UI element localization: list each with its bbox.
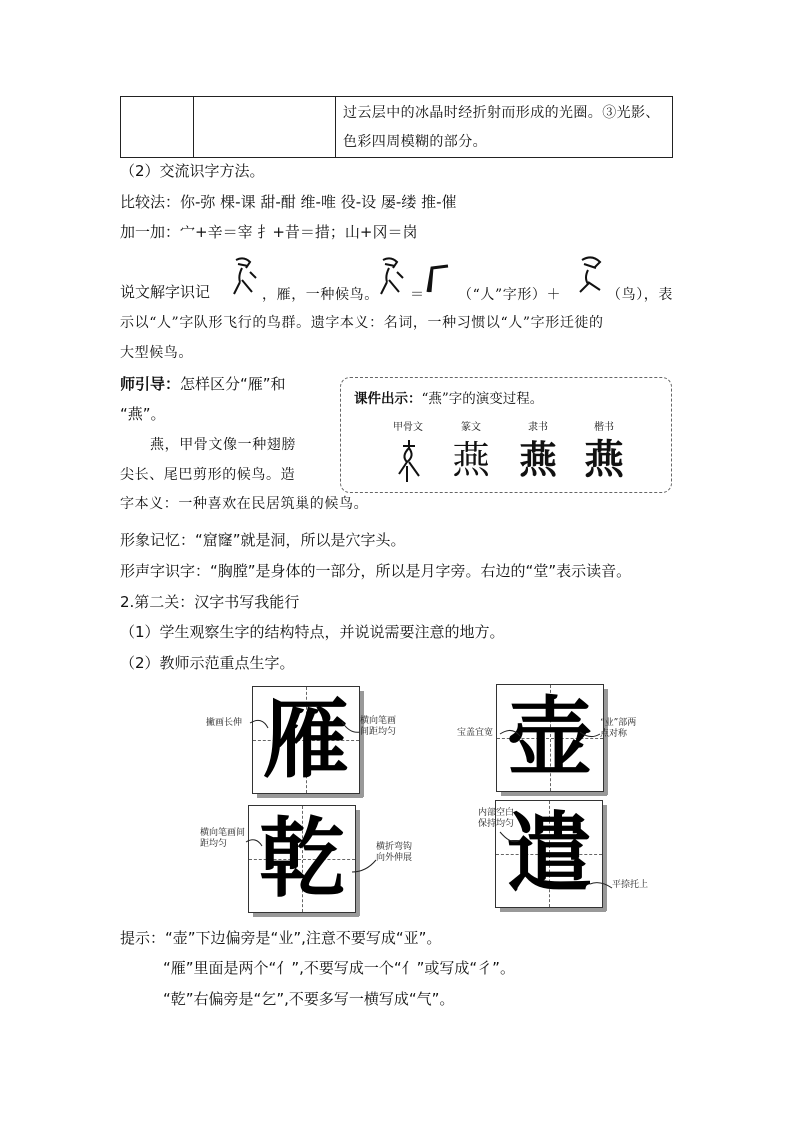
ancient-niao-glyph-icon: [572, 254, 606, 296]
practice-char-qian: 乾: [259, 808, 345, 909]
image-memory-method: 形象记忆：“窟窿”就是洞，所以是穴字头。: [120, 531, 406, 549]
teacher-question-text: 怎样区分“雁”和: [180, 375, 286, 393]
note-pie-long: 撇画长伸: [206, 718, 243, 728]
note-spacing-yan: 横向笔画间距均匀: [360, 716, 397, 737]
teacher-question: [120, 374, 286, 394]
shuowen-text-5: 示以“人”字队形飞行的鸟群。遗字本义：名词，一种习惯以“人”字形迁徙的: [120, 315, 604, 331]
note-ye-symmetric: “业”部两点对称: [600, 718, 637, 739]
note-baogai: 宝盖宜宽: [457, 728, 494, 738]
ancient-yan-glyph-icon: [228, 256, 260, 298]
practice-char-qian2: 遣: [506, 803, 592, 904]
table-column-divider: [193, 97, 194, 157]
note-flat-na: 平捺托上: [612, 880, 649, 890]
section-heading-exchange: （2）交流识字方法。: [120, 162, 265, 180]
note-inner-space: 内部空白保持均匀: [478, 808, 515, 829]
callout-heading: [354, 387, 543, 407]
note-spacing-qian: 横向笔画间距均匀: [200, 828, 246, 849]
tip-yan: “雁”里面是两个“亻”,不要写成一个“亻”或写成“彳”。: [163, 959, 515, 977]
practice-char-hu: 壶: [507, 687, 593, 788]
shuowen-text-4: （鸟），表: [607, 287, 673, 303]
practice-char-yan: 雁: [263, 689, 349, 790]
script-name-clerical: 隶书: [528, 422, 548, 433]
courseware-callout: [340, 377, 672, 493]
script-name-regular: 楷书: [594, 422, 614, 433]
callout-text: “燕”字的演变过程。: [421, 391, 544, 407]
table-column-divider: [335, 97, 336, 157]
clerical-yan-glyph: 燕: [518, 437, 557, 482]
level-two-heading: 2.第二关：汉字书写我能行: [120, 593, 300, 611]
yan-explanation-1: 燕，甲骨文像一种翅膀: [150, 437, 296, 453]
practice-box-qian: [248, 805, 356, 913]
shuowen-text-6: 大型候鸟。: [120, 345, 193, 361]
callout-label: 课件出示：: [354, 391, 422, 407]
ancient-ren-glyph-icon: [424, 262, 452, 298]
shuowen-equals: ＝: [410, 287, 425, 303]
seal-yan-glyph: 燕: [451, 438, 490, 482]
teacher-question-label: 师引导：: [120, 375, 181, 393]
script-name-seal: 篆文: [461, 422, 481, 433]
tip-hu: 提示：“壶”下边偏旁是“业”,注意不要写成“亚”。: [120, 929, 442, 947]
practice-box-hu: [496, 684, 604, 792]
observe-structure: （1）学生观察生字的结构特点，并说说需要注意的地方。: [120, 623, 505, 641]
teacher-demo: （2）教师示范重点生字。: [120, 654, 295, 672]
shuowen-text-1: ，雁，一种候鸟。: [262, 287, 379, 303]
teacher-question-cont: “燕”。: [120, 405, 166, 423]
yan-explanation-2: 尖长、尾巴剪形的候鸟。造: [120, 467, 296, 483]
tip-qian: “乾”右偏旁是“乞”,不要多写一横写成“气”。: [163, 990, 455, 1008]
comparison-method: 比较法：你-弥 棵-课 甜-酣 维-唯 役-设 屡-缕 推-催: [120, 193, 457, 211]
yan-explanation-3: 字本义：一种喜欢在民居筑巢的候鸟。: [120, 496, 369, 512]
oracle-yan-glyph-icon: [393, 438, 425, 484]
regular-yan-glyph: 燕: [584, 436, 624, 483]
addition-method: 加一加：宀+辛＝宰 扌+昔＝措；山+冈＝岗: [120, 223, 418, 241]
phonetic-method: 形声字识字：“胸膛”是身体的一部分，所以是月字旁。右边的“堂”表示读音。: [120, 562, 632, 580]
definition-table: [120, 96, 673, 158]
shuowen-text-3: （“人”字形）＋: [458, 287, 562, 303]
note-hook-extend: 横折弯钩向外伸展: [376, 842, 413, 863]
table-cell-text: 过云层中的冰晶时经折射而形成的光圈。③光影、色彩四周模糊的部分。: [343, 105, 660, 150]
practice-box-yan: [252, 686, 360, 794]
script-name-oracle: 甲骨文: [393, 422, 423, 433]
shuowen-lead: 说文解字识记: [120, 283, 211, 301]
ancient-yan-glyph-icon: [375, 256, 407, 298]
